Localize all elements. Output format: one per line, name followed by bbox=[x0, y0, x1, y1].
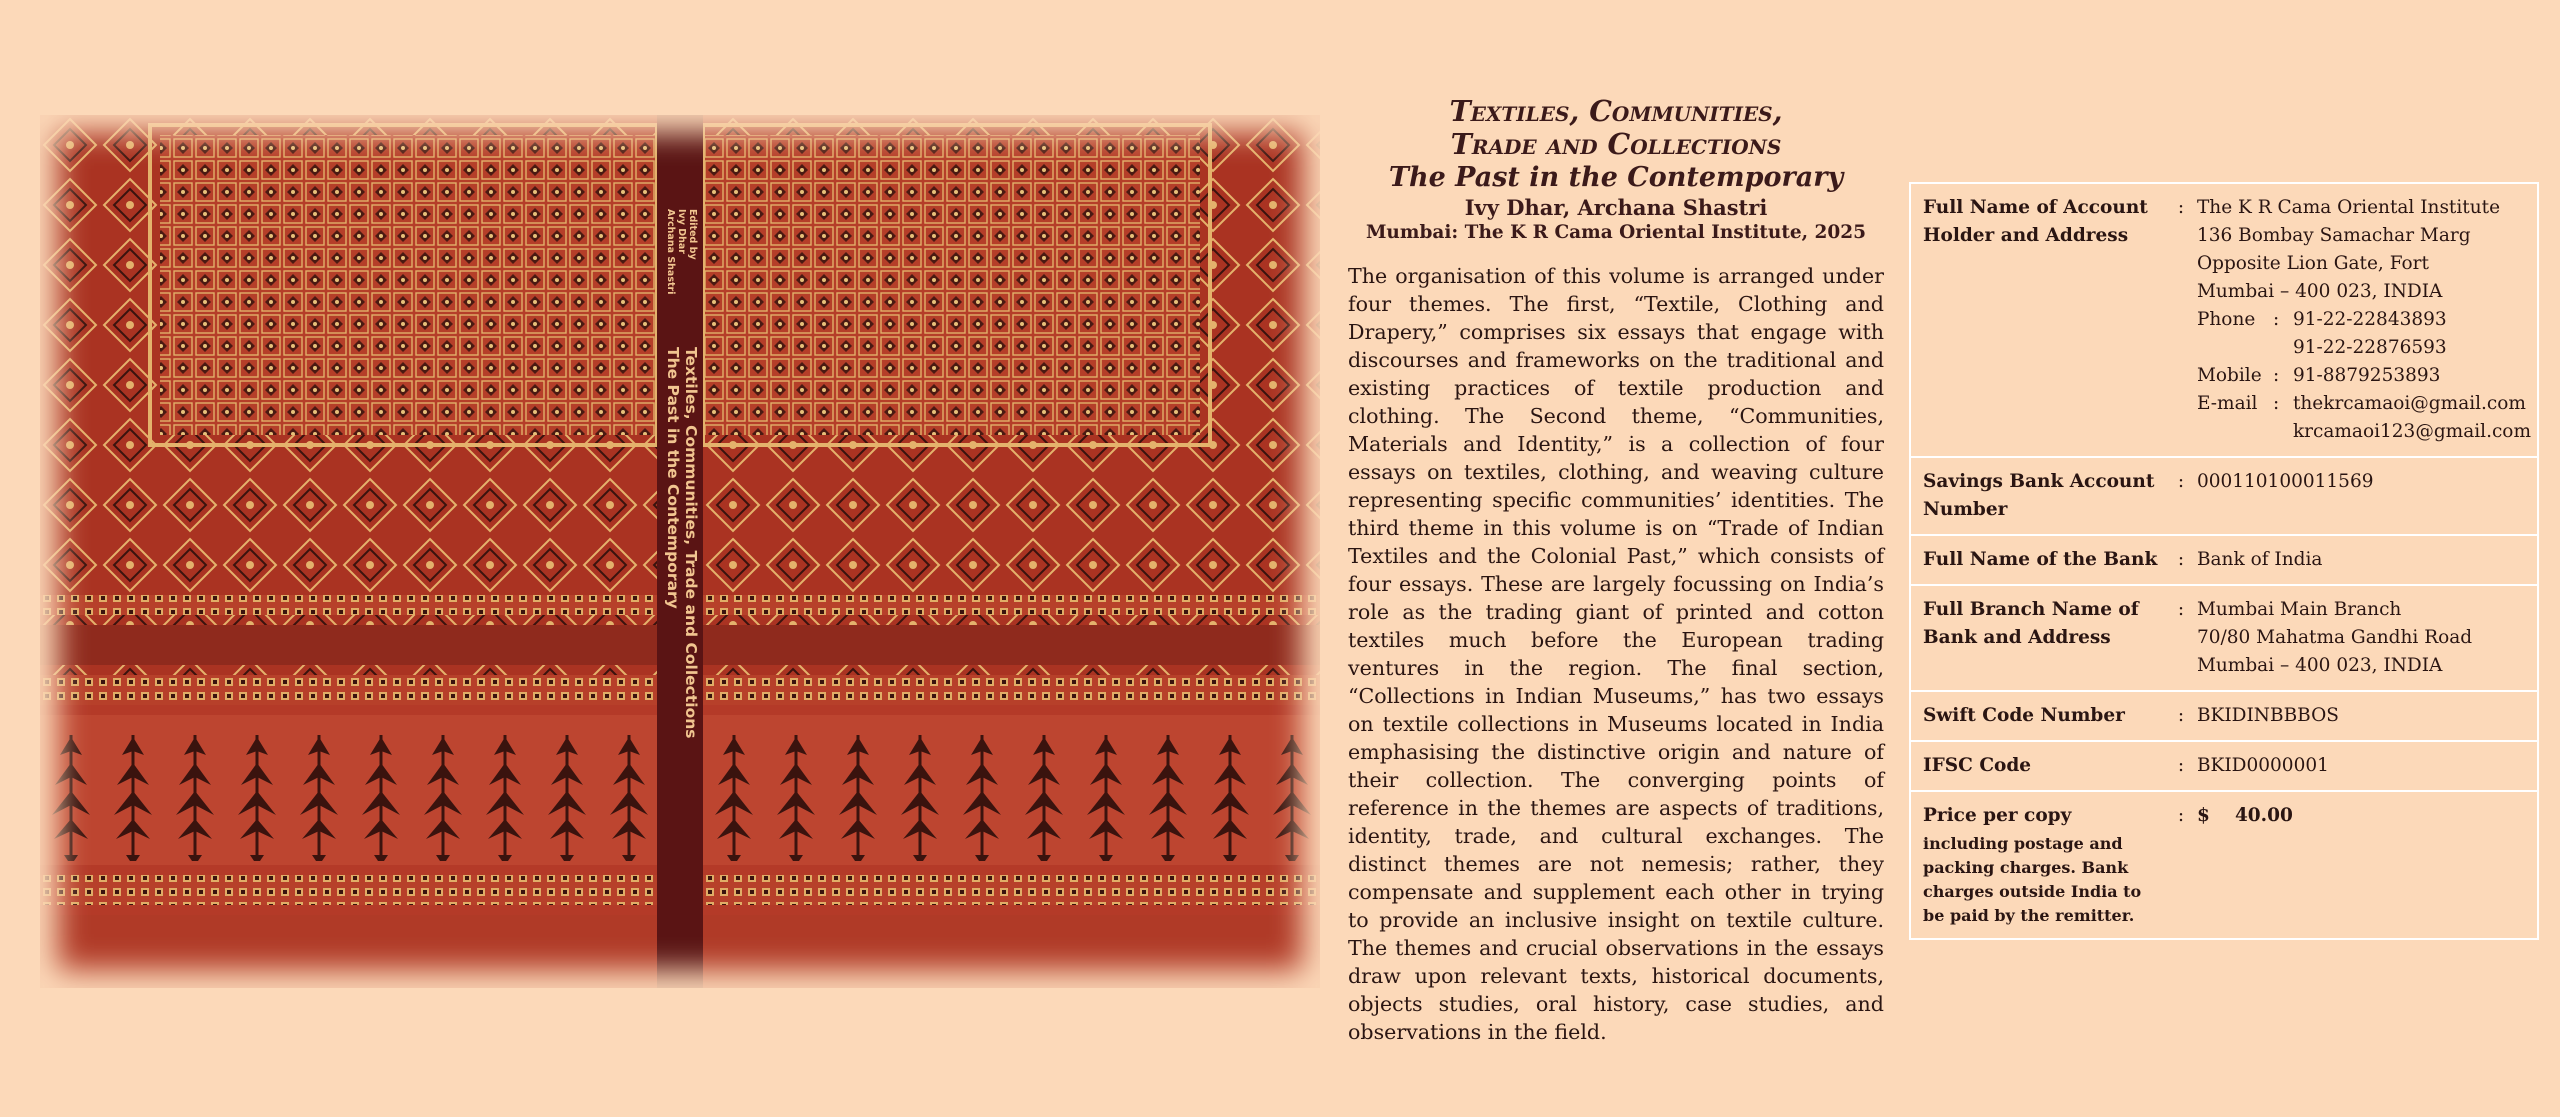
holder-address-3: Mumbai – 400 023, INDIA bbox=[2196, 281, 2443, 302]
book-title-line-2: Trade and Collections bbox=[1450, 127, 1782, 161]
price-value-cell bbox=[2193, 791, 2538, 939]
spine-title-block bbox=[664, 347, 700, 738]
account-holder-label: Full Name of Account Holder and Address bbox=[1910, 183, 2169, 457]
book-publication: Mumbai: The K R Cama Oriental Institute, 2025 bbox=[1365, 222, 1867, 243]
ifsc-value: BKID0000001 bbox=[2193, 741, 2538, 791]
phone-1: 91-22-22843893 bbox=[2292, 309, 2447, 330]
email-label: E-mail bbox=[2196, 393, 2258, 414]
swift-label: Swift Code Number bbox=[1910, 691, 2169, 741]
colon: : bbox=[2169, 585, 2193, 691]
price-currency: $ bbox=[2196, 805, 2210, 826]
branch-line-2: 70/80 Mahatma Gandhi Road bbox=[2196, 627, 2473, 648]
spine-edited-by: Edited by bbox=[687, 209, 698, 260]
colon: : bbox=[2169, 741, 2193, 791]
bank-name-label: Full Name of the Bank bbox=[1910, 535, 2169, 585]
account-number-label: Savings Bank Account Number bbox=[1910, 457, 2169, 535]
phone-2: 91-22-22876593 bbox=[2292, 337, 2447, 358]
mobile-number: 91-8879253893 bbox=[2292, 365, 2441, 386]
email-row bbox=[2197, 390, 2531, 418]
price-note: including postage and packing charges. Bank charges outside India to be paid by the remitter. bbox=[1923, 834, 2142, 925]
email-row-2 bbox=[2197, 418, 2531, 446]
email-1[interactable]: thekrcamaoi@gmail.com bbox=[2292, 393, 2526, 414]
spine-title: Textiles, Communities, Trade and Collections bbox=[682, 347, 700, 739]
colon: : bbox=[2169, 183, 2193, 457]
mobile-row bbox=[2197, 362, 2531, 390]
spine-editors bbox=[665, 209, 698, 294]
row-swift bbox=[1910, 691, 2538, 741]
textile-pattern-front bbox=[703, 115, 1320, 988]
back-cover-panel bbox=[40, 115, 657, 988]
book-info bbox=[1348, 95, 1884, 1046]
account-holder-value bbox=[2193, 183, 2538, 457]
account-number-value: 000110100011569 bbox=[2193, 457, 2538, 535]
holder-name: The K R Cama Oriental Institute bbox=[2196, 197, 2501, 218]
book-subtitle: The Past in the Contemporary bbox=[1388, 162, 1844, 193]
colon: : bbox=[2169, 691, 2193, 741]
colon: : bbox=[2272, 365, 2280, 386]
price-value: 40.00 bbox=[2234, 805, 2293, 826]
phone-row bbox=[2197, 306, 2531, 334]
branch-line-3: Mumbai – 400 023, INDIA bbox=[2196, 655, 2443, 676]
ifsc-label: IFSC Code bbox=[1910, 741, 2169, 791]
row-price bbox=[1910, 791, 2538, 939]
front-cover-panel bbox=[703, 115, 1320, 988]
bank-details-table bbox=[1909, 182, 2539, 940]
book-authors: Ivy Dhar, Archana Shastri bbox=[1464, 195, 1768, 220]
spine-editor-1: Ivy Dhar bbox=[676, 209, 687, 254]
branch-line-1: Mumbai Main Branch bbox=[2196, 599, 2402, 620]
price-label-cell bbox=[1910, 791, 2169, 939]
holder-address-2: Opposite Lion Gate, Fort bbox=[2196, 253, 2429, 274]
phone-row-2 bbox=[2197, 334, 2531, 362]
row-ifsc bbox=[1910, 741, 2538, 791]
holder-address-1: 136 Bombay Samachar Marg bbox=[2196, 225, 2471, 246]
book-description: The organisation of this volume is arranged under four themes. The first, “Textile, Clothing and Drapery,” comprises six essays that engage with discourses and frameworks on the traditional and existing practices of textile production and clothing. The Second theme, “Communities, Materials and Identity,” is a collection of four essays on textiles, clothing, and weaving culture representing specific communities’ identities. The third theme in this volume is on “Trade of Indian Textiles and the Colonial Past,” which consists of four essays. These are largely focussing on India’s role as the trading giant of printed and cotton textiles much before the European trading ventures in the region. The final section, “Collections in Indian Museums,” has two essays on textile collections in Museums located in India emphasising the distinctive origin and nature of their collection. The converging points of reference in the themes are aspects of traditions, identity, trade, and cultural exchanges. The distinct themes are not nemesis; rather, they compensate and supplement each other in trying to provide an inclusive insight on textile culture. The themes and crucial observations in the essays draw upon relevant texts, historical documents, objects studies, oral history, case studies, and observations in the field. bbox=[1348, 264, 1884, 1044]
phone-label: Phone bbox=[2196, 309, 2256, 330]
swift-value: BKIDINBBBOS bbox=[2193, 691, 2538, 741]
spine-subtitle: The Past in the Contemporary bbox=[664, 347, 682, 609]
bank-name-value: Bank of India bbox=[2193, 535, 2538, 585]
mobile-label: Mobile bbox=[2196, 365, 2262, 386]
row-branch bbox=[1910, 585, 2538, 691]
book-spine bbox=[657, 115, 703, 988]
colon: : bbox=[2272, 309, 2280, 330]
textile-pattern-back bbox=[40, 115, 657, 988]
book-title-line-1: Textiles, Communities, bbox=[1449, 94, 1783, 128]
colon: : bbox=[2169, 457, 2193, 535]
branch-label: Full Branch Name of Bank and Address bbox=[1910, 585, 2169, 691]
row-account-number bbox=[1910, 457, 2538, 535]
row-account-holder bbox=[1910, 183, 2538, 457]
colon: : bbox=[2272, 393, 2280, 414]
price-label: Price per copy bbox=[1923, 805, 2072, 826]
branch-value bbox=[2193, 585, 2538, 691]
colon: : bbox=[2169, 535, 2193, 585]
colon: : bbox=[2169, 791, 2193, 939]
spine-editor-2: Archana Shastri bbox=[665, 209, 676, 295]
email-2[interactable]: krcamaoi123@gmail.com bbox=[2292, 421, 2531, 442]
row-bank-name bbox=[1910, 535, 2538, 585]
book-cover-image bbox=[40, 115, 1320, 988]
